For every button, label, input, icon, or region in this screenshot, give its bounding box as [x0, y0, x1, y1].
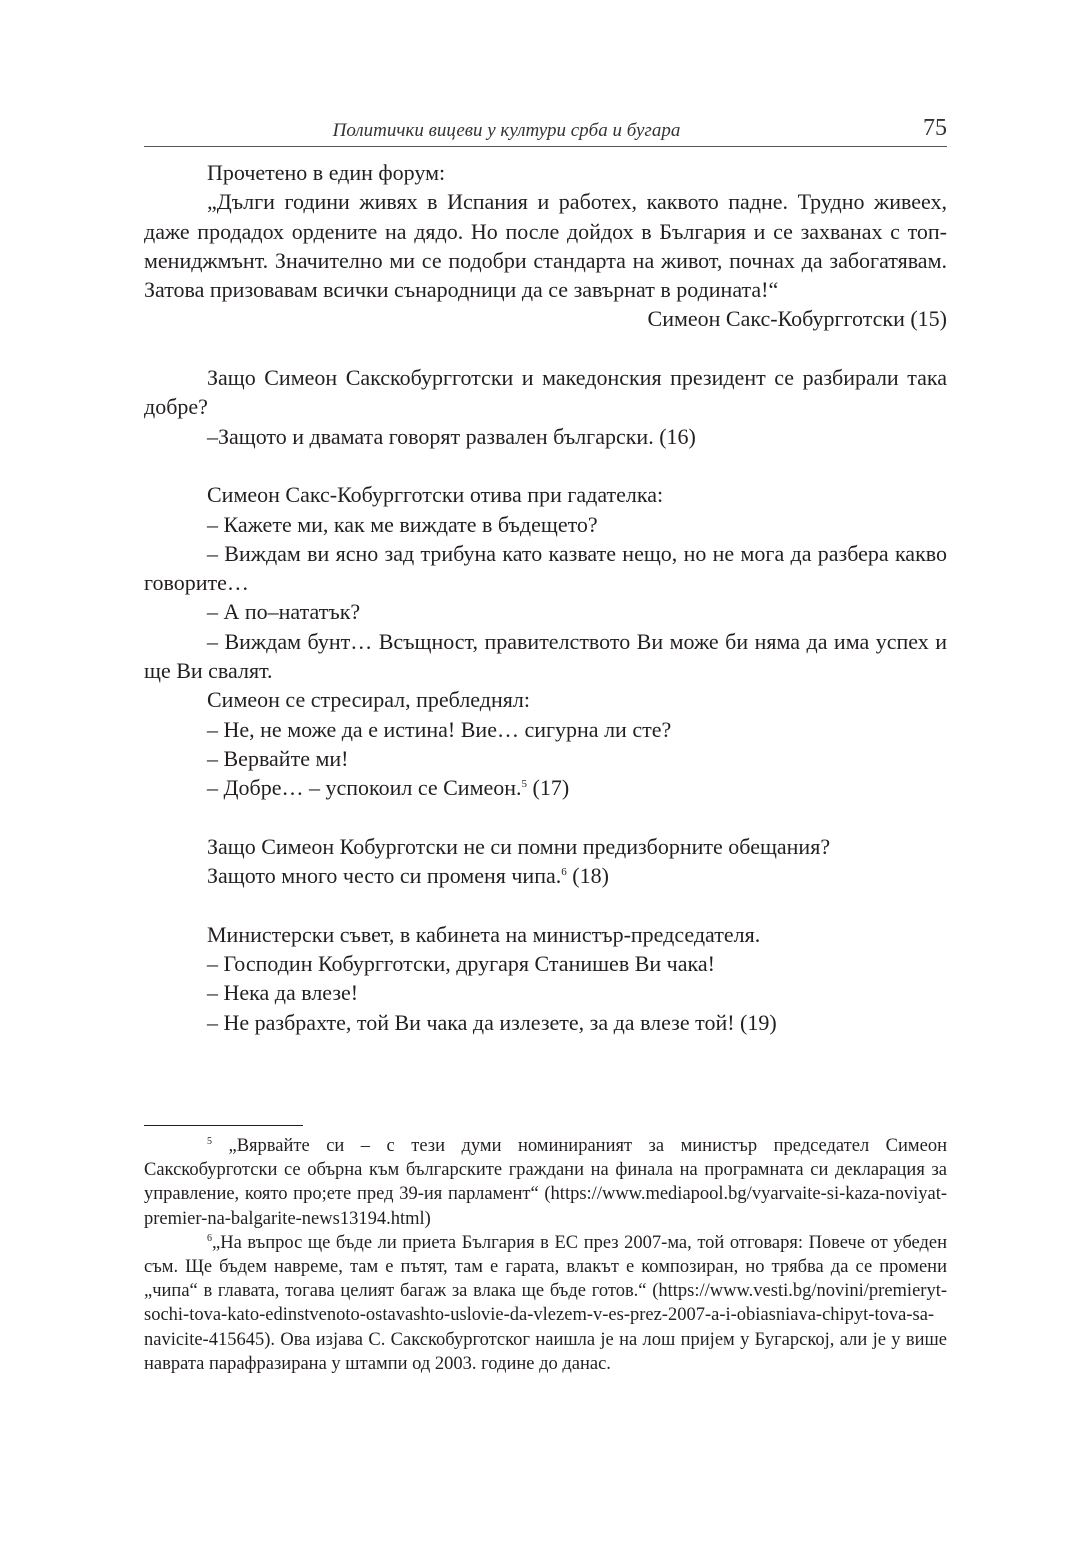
footnote-divider — [144, 1125, 303, 1126]
joke-line: –Защото и двамата говорят развален български. (16) — [207, 423, 696, 449]
joke-line: – Добре… – успокоил се Симеон.$^5$ (17) — [207, 775, 570, 801]
joke-line: Защо Симеон Сакскобургготски и македонския президент се разбирали така добре? — [144, 365, 947, 420]
joke-line: – Виждам ви ясно зад трибуна като казвате нещо, но не мога да разбера какво говорите… — [144, 540, 947, 596]
joke-line: – Не, не може да е истина! Вие… сигурна ли сте? — [207, 716, 672, 742]
footnote-number: 5 — [207, 1136, 212, 1147]
joke-17 — [144, 480, 947, 802]
running-title: Политички вицеви у култури срба и бугара — [332, 120, 681, 141]
footnote-number: 6 — [207, 1232, 212, 1244]
joke-16 — [144, 363, 947, 451]
footnote-ref-6[interactable]: 6 — [561, 866, 567, 879]
footnote-6 — [144, 1231, 947, 1376]
joke-attribution: Симеон Сакс-Кобургготски (15) — [647, 306, 947, 332]
joke-line: Прочетено в един форум: — [207, 160, 446, 185]
joke-line: – Нека да влезе! — [207, 980, 359, 1006]
footnote-text: „На въпрос ще бъде ли приета България в ЕС през 2007-ма, той отговаря: Повече от убеден съм. Ще бъдем навреме, там е пътят, там е гарата, влакът е композиран, но трябва да се промени „чипа“ в главата, тогава целият багаж за влака ще бъде готов.“ (https://www.vesti.bg/novini/premieryt-sochi-tova-kato-edinstvenoto-ostavashto-uslovie-da-vlezem-v-es-prez-2007-a-i-obiasniava-chipyt-tova-sa-navicite-415645). Ова изјава С. Сакскобурготског наишла је на лош пријем у Бугарској, али је у више наврата парафразирана у штампи од 2003. године до данас. — [144, 1232, 947, 1374]
main-text — [144, 158, 947, 1037]
joke-line: – Кажете ми, как ме виждате в бъдещето? — [207, 511, 598, 537]
joke-quote: „Дълги години живях в Испания и работех, каквото падне. Трудно живеех, даже продадох ордените на дядо. Но после дойдох в България и се захванах с топ-мениджмънт. Значително ми се подобри стандарта на живот, почнах да забогатявам. Затова призовавам всички сънародници да се завърнат в родината!“ — [144, 189, 947, 303]
joke-line: – Не разбрахте, той Ви чака да излезете, за да влезе той! (19) — [207, 1009, 777, 1035]
footnote-text: „Вярвайте си – с тези думи номинираният за министър председател Симеон Сакскобурготски се обърна към българските граждани на финала на програмната си декларация за управление, която про;ете пред 39-ия парламент“ (https://www.mediapool.bg/vyarvaite-si-kaza-noviyat-premier-na-balgarite-news13194.html) — [144, 1136, 947, 1229]
joke-19 — [144, 920, 947, 1037]
joke-15 — [144, 158, 947, 334]
joke-line: – А по–нататък? — [207, 599, 361, 625]
footnote-5 — [144, 1134, 947, 1231]
running-header — [144, 114, 947, 147]
footnotes — [144, 1134, 947, 1376]
joke-line: – Виждам бунт… Всъщност, правителството Ви може би няма да има успех и ще Ви свалят. — [144, 628, 947, 684]
joke-line: Защо Симеон Кобурготски не си помни предизборните обещания? — [207, 833, 831, 859]
joke-line: – Господин Кобургготски, другаря Станишев Ви чака! — [207, 951, 715, 977]
joke-line: Министерски съвет, в кабинета на министър-председателя. — [207, 921, 761, 947]
joke-line: – Вервайте ми! — [207, 745, 349, 771]
joke-18 — [144, 832, 947, 891]
joke-line: Симеон Сакс-Кобургготски отива при гадателка: — [207, 482, 664, 508]
page-number: 75 — [923, 115, 947, 141]
joke-line: Защото много често си променя чипа.$^6$ (18) — [207, 863, 609, 889]
joke-line: Симеон се стресирал, пребледнял: — [207, 687, 530, 713]
footnote-ref-5[interactable]: 5 — [521, 778, 528, 791]
